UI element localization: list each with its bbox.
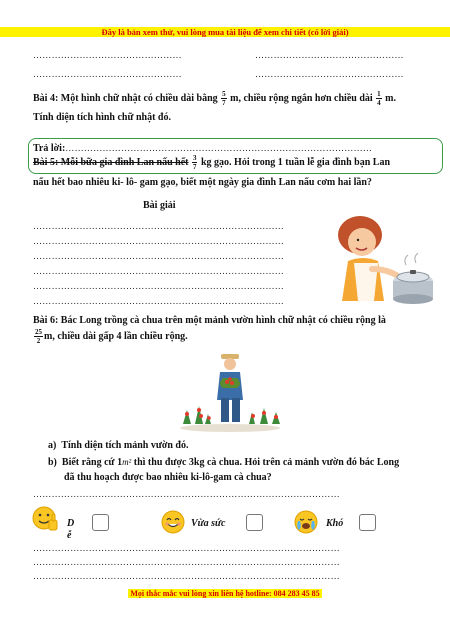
rating-medium-label: Vừa sức: [191, 518, 226, 529]
thumbs-up-emoji-icon: [30, 505, 60, 533]
exercise-5-line2: nấu hết bao nhiêu ki- lô- gam gạo, biết một ngày gia đình Lan nấu cơm hai lần?: [33, 177, 372, 188]
part-a-text: Tính diện tích mảnh vườn đó.: [61, 440, 189, 451]
exercise-5-text: Bài 5: Mỗi bữa gia đình Lan nấu hết: [33, 156, 189, 168]
answer-line: ………………………………………………………………………: [33, 236, 285, 246]
exercise-4: Bài 4: Một hình chữ nhật có chiều dài bằng $\frac{5}{7}$ m, chiều rộng ngắn hơn chiều dài $\frac{1}{4}$ m.: [33, 90, 397, 107]
part-a: [48, 438, 188, 454]
hotline-text: Mọi thắc mắc vui lòng xin liên hệ hotline: 084 283 45 85: [130, 589, 320, 598]
answer-line: ………………………………………………………………………: [33, 281, 285, 291]
hotline-footer: [0, 589, 450, 598]
gardener-illustration: [175, 352, 285, 432]
answer-line: ………………………………………………………………………………………: [33, 543, 340, 553]
answer-line: …………………………………………: [33, 69, 182, 79]
answer-line: ………………………………………………………………………: [33, 251, 285, 261]
answer-line: ………………………………………………………………………: [33, 266, 285, 276]
exercise-6: Bài 6: Bác Long trồng cà chua trên một mảnh vườn hình chữ nhật có chiều rộng là: [33, 315, 386, 326]
exercise-4-line2: Tính diện tích hình chữ nhật đó.: [33, 112, 171, 123]
fraction: $\frac{1}{4}$: [377, 90, 381, 107]
solution-title: Bài giải: [143, 200, 176, 211]
fraction: $\frac{25}{2}$: [35, 328, 42, 345]
part-a-marker: a): [48, 440, 57, 451]
rating-hard-checkbox[interactable]: [359, 514, 376, 531]
crying-emoji-icon: [293, 509, 319, 535]
smiling-emoji-icon: [160, 509, 186, 535]
answer-line: …………………………………………: [255, 69, 404, 79]
answer-line: ………………………………………………………………………: [33, 221, 285, 231]
fraction: $\frac{5}{7}$: [222, 90, 226, 107]
preview-banner: [0, 27, 450, 37]
exercise-6-line2: $\frac{25}{2}$ m, chiều dài gấp 4 lần chiều rộng.: [35, 328, 188, 345]
part-b: b) Biết rằng cứ 1m² thì thu được 3kg cà chua. Hỏi trên cả mảnh vườn đó bác Long: [48, 457, 400, 468]
part-b-marker: b): [48, 457, 57, 468]
rating-medium-checkbox[interactable]: [246, 514, 263, 531]
rating-easy-label: Dễ: [67, 518, 75, 541]
answer-line: …………………………………………: [33, 50, 182, 60]
rating-easy-checkbox[interactable]: [92, 514, 109, 531]
answer-row: Trả lời:………………………………………………………………………………………: [33, 143, 373, 154]
answer-line: ………………………………………………………………………………………: [33, 571, 340, 581]
rating-hard-label: Khó: [326, 518, 344, 529]
preview-banner-text: Đây là bản xem thử, vui lòng mua tài liệu để xem chi tiết (có lời giải): [101, 27, 349, 37]
answer-label: Trả lời:: [33, 143, 66, 154]
unit: m²: [122, 457, 132, 467]
answer-line: ………………………………………………………………………………………: [33, 489, 340, 499]
answer-line: ………………………………………………………………………: [33, 296, 285, 306]
cooking-woman-illustration: [318, 207, 438, 307]
answer-line: ………………………………………………………………………………………: [33, 557, 340, 567]
exercise-5: Bài 5: Mỗi bữa gia đình Lan nấu hết $\frac{3}{7}$ kg gạo. Hỏi trong 1 tuần lễ gia đình bạn Lan: [33, 154, 391, 171]
exercise-4-text: Bài 4: Một hình chữ nhật có chiều dài bằng: [33, 92, 218, 104]
part-b-line2: đã thu hoạch được bao nhiêu ki-lô-gam cà chua?: [64, 472, 272, 483]
fraction: $\frac{3}{7}$: [192, 154, 197, 171]
answer-line: …………………………………………: [255, 50, 404, 60]
